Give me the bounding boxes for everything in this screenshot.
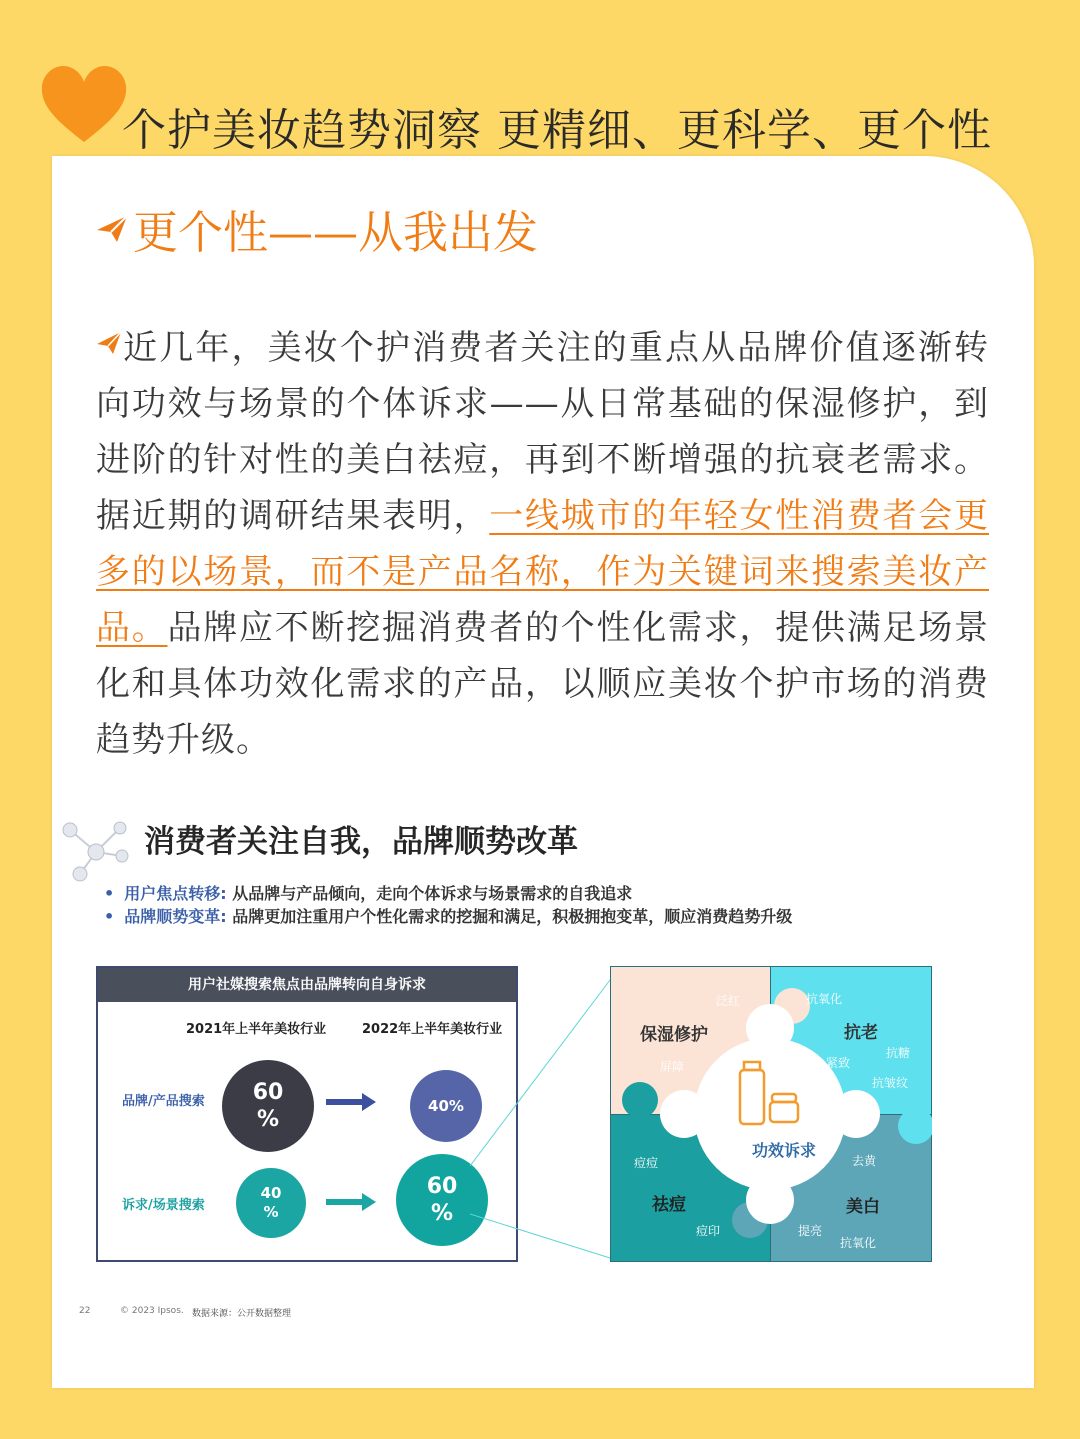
puzzle-tag: 抗氧化 xyxy=(840,1236,877,1250)
paragraph-text-after: 品牌应不断挖掘消费者的个性化需求，提供满足场景化和具体功效化需求的产品，以顺应美妆个护市场的消费趋势升级。 xyxy=(96,608,989,760)
column-label-2022: 2022年上半年美妆行业 xyxy=(362,1022,503,1037)
bullet-text: 从品牌与产品倾向，走向个体诉求与场景需求的自我追求 xyxy=(232,884,633,903)
puzzle-tag: 紧致 xyxy=(826,1056,851,1070)
paper-plane-icon xyxy=(95,214,129,244)
molecule-icon xyxy=(56,808,136,888)
list-item: • 品牌顺势变革: 品牌更加注重用户个性化需求的挖掘和满足，积极拥抱变革，顺应消费趋势升级 xyxy=(104,907,793,926)
paper-plane-icon xyxy=(96,331,122,355)
bullet-key: 品牌顺势变革: xyxy=(124,907,227,926)
copyright: © 2023 Ipsos. xyxy=(120,1306,184,1316)
puzzle-title-whitening: 美白 xyxy=(846,1197,880,1217)
data-source: 数据来源：公开数据整理 xyxy=(192,1309,292,1319)
paragraph-text-before: 近几年，美妆个护消费者关注的重点从品牌价值逐渐转向功效与场景的个体诉求——从日常基础的保湿修护，到进阶的针对性的美白祛痘，再到不断增强的抗衰老需求。据近期的调研结果表明， xyxy=(96,328,989,536)
puzzle-tag: 抗糖 xyxy=(886,1046,911,1060)
section-title-text: 更个性——从我出发 xyxy=(133,206,539,259)
bullet-key: 用户焦点转移: xyxy=(124,884,227,903)
slide-heading: 消费者关注自我，品牌顺势改革 xyxy=(144,824,578,860)
puzzle-tag: 屏障 xyxy=(660,1060,685,1074)
body-paragraph xyxy=(96,320,989,768)
paragraph-highlight: 一线城市的年轻女性消费者会更多的以场景，而不是产品名称，作为关键词来搜索美妆产品。 xyxy=(96,496,989,648)
puzzle-tag: 痘印 xyxy=(696,1224,721,1238)
scene-2022-circle: 60 % xyxy=(396,1154,488,1246)
search-focus-panel xyxy=(96,966,518,1262)
bullet-list xyxy=(104,882,792,928)
page-title: 个护美妆趋势洞察 更精细、更科学、更个性 xyxy=(122,105,992,156)
brand-2021-circle: 60 % xyxy=(222,1060,314,1152)
zoom-connector-lines xyxy=(470,966,615,1262)
page-number: 22 xyxy=(79,1306,91,1316)
puzzle-tag: 痘痘 xyxy=(634,1156,659,1170)
puzzle-center-label: 功效诉求 xyxy=(752,1141,817,1160)
brand-2022-circle: 40% xyxy=(410,1070,482,1142)
panel-title: 用户社媒搜索焦点由品牌转向自身诉求 xyxy=(98,968,516,1002)
row-label-brand: 品牌/产品搜索 xyxy=(122,1094,205,1109)
puzzle-tag: 提亮 xyxy=(798,1224,823,1238)
arrow-right-icon xyxy=(326,1192,376,1212)
arrow-right-icon xyxy=(326,1092,376,1112)
puzzle-tag: 去黄 xyxy=(852,1154,877,1168)
column-label-2021: 2021年上半年美妆行业 xyxy=(186,1022,327,1037)
heart-icon xyxy=(38,60,130,146)
efficacy-puzzle xyxy=(610,966,932,1262)
row-label-scene: 诉求/场景搜索 xyxy=(122,1198,205,1213)
scene-2021-circle: 40 % xyxy=(236,1168,306,1238)
puzzle-title-moisture: 保湿修护 xyxy=(640,1025,708,1045)
puzzle-tag: 泛红 xyxy=(716,994,741,1008)
puzzle-tag: 抗皱纹 xyxy=(872,1076,909,1090)
puzzle-tag: 抗氧化 xyxy=(806,992,843,1006)
puzzle-title-acne: 祛痘 xyxy=(652,1195,686,1215)
bullet-text: 品牌更加注重用户个性化需求的挖掘和满足，积极拥抱变革，顺应消费趋势升级 xyxy=(232,907,793,926)
puzzle-title-antiaging: 抗老 xyxy=(844,1023,878,1043)
list-item: • 用户焦点转移: 从品牌与产品倾向，走向个体诉求与场景需求的自我追求 xyxy=(104,884,633,903)
section-title xyxy=(95,196,538,261)
